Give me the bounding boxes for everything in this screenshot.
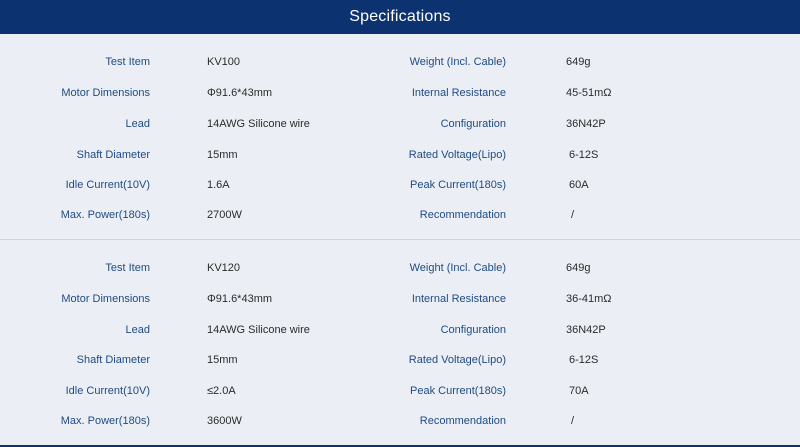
- spec-row: [0, 258, 800, 278]
- spec-value: /: [571, 415, 575, 427]
- spec-value: KV100: [207, 56, 241, 68]
- spec-value: 14AWG Silicone wire: [207, 118, 310, 130]
- spec-label: Shaft Diameter: [76, 354, 150, 366]
- spec-label: Peak Current(180s): [410, 179, 506, 191]
- spec-label: Max. Power(180s): [60, 415, 150, 427]
- spec-value: 14AWG Silicone wire: [207, 324, 310, 336]
- spec-row: [0, 350, 800, 370]
- spec-row: [0, 320, 800, 340]
- spec-value: 649g: [566, 56, 591, 68]
- spec-label: Shaft Diameter: [76, 149, 150, 161]
- spec-value: 2700W: [207, 209, 242, 221]
- spec-label: Lead: [125, 118, 150, 130]
- spec-value: /: [571, 209, 575, 221]
- spec-value: 60A: [569, 179, 589, 191]
- spec-value: Φ91.6*43mm: [207, 293, 273, 305]
- spec-label: Internal Resistance: [411, 87, 506, 99]
- spec-label: Max. Power(180s): [60, 209, 150, 221]
- spec-value: 36-41mΩ: [566, 293, 612, 305]
- spec-label: Weight (Incl. Cable): [409, 56, 506, 68]
- spec-row: [0, 145, 800, 165]
- spec-label: Internal Resistance: [411, 293, 506, 305]
- spec-row: [0, 381, 800, 401]
- spec-value: Φ91.6*43mm: [207, 87, 273, 99]
- spec-label: Rated Voltage(Lipo): [408, 354, 506, 366]
- spec-label: Lead: [125, 324, 150, 336]
- spec-row: [0, 175, 800, 195]
- spec-label: Rated Voltage(Lipo): [408, 149, 506, 161]
- spec-label: Peak Current(180s): [410, 385, 506, 397]
- spec-label: Motor Dimensions: [61, 87, 150, 99]
- spec-section-kv120: [0, 240, 800, 445]
- spec-label: Idle Current(10V): [65, 385, 150, 397]
- spec-value: 6-12S: [569, 354, 599, 366]
- spec-label: Test Item: [105, 262, 150, 274]
- spec-section-kv100: [0, 34, 800, 239]
- spec-label: Configuration: [440, 324, 506, 336]
- spec-value: 15mm: [207, 149, 238, 161]
- spec-label: Motor Dimensions: [61, 293, 150, 305]
- spec-label: Idle Current(10V): [65, 179, 150, 191]
- spec-row: [0, 52, 800, 72]
- spec-label: Test Item: [105, 56, 150, 68]
- spec-value: 649g: [566, 262, 591, 274]
- page-title: Specifications: [0, 0, 800, 34]
- spec-row: [0, 83, 800, 103]
- spec-value: 1.6A: [207, 179, 230, 191]
- spec-row: [0, 114, 800, 134]
- spec-row: [0, 289, 800, 309]
- spec-value: ≤2.0A: [207, 385, 236, 397]
- spec-value: 36N42P: [566, 324, 606, 336]
- spec-value: 3600W: [207, 415, 242, 427]
- spec-label: Weight (Incl. Cable): [409, 262, 506, 274]
- spec-label: Recommendation: [419, 415, 506, 427]
- spec-value: 36N42P: [566, 118, 606, 130]
- spec-value: 15mm: [207, 354, 238, 366]
- spec-value: KV120: [207, 262, 241, 274]
- spec-value: 6-12S: [569, 149, 599, 161]
- spec-label: Configuration: [440, 118, 506, 130]
- spec-label: Recommendation: [419, 209, 506, 221]
- spec-row: [0, 205, 800, 225]
- spec-value: 45-51mΩ: [566, 87, 612, 99]
- spec-value: 70A: [569, 385, 589, 397]
- spec-row: [0, 411, 800, 431]
